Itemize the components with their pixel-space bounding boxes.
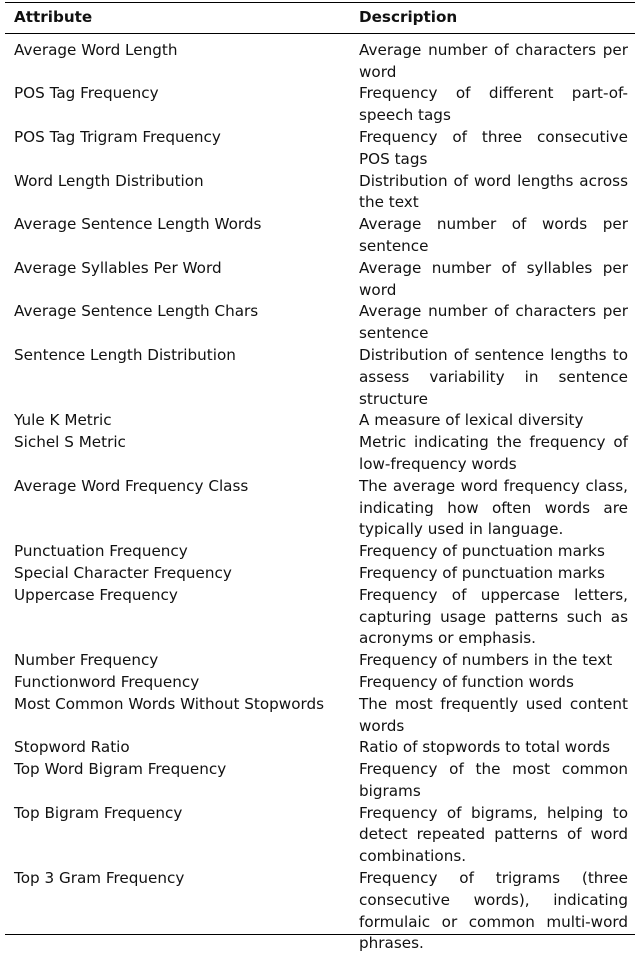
description-cell: A measure of lexical diversity	[359, 411, 584, 430]
table-row	[5, 432, 635, 476]
description-cell: Distribution of word lengths across the text	[359, 171, 628, 212]
description-cell: Average number of characters per sentence	[359, 302, 628, 343]
table-row	[5, 759, 635, 803]
attribute-cell: Average Sentence Length Chars	[14, 302, 259, 321]
table-row	[5, 83, 635, 127]
attribute-cell: Uppercase Frequency	[14, 585, 178, 604]
attribute-cell: Number Frequency	[14, 651, 159, 670]
attribute-cell: Word Length Distribution	[14, 171, 204, 190]
column-header-attribute: Attribute	[14, 8, 93, 26]
attribute-cell: Sentence Length Distribution	[14, 345, 236, 364]
description-cell: The most frequently used content words	[359, 694, 628, 735]
attribute-cell: Average Sentence Length Words	[14, 215, 262, 234]
table-row	[5, 541, 635, 563]
description-cell: Frequency of trigrams (three consecutive words), indicating formulaic or common multi-word phrases.	[359, 869, 628, 953]
attribute-cell: Top Word Bigram Frequency	[14, 760, 227, 779]
table-row	[5, 410, 635, 432]
column-header-description: Description	[359, 8, 458, 26]
description-cell: Ratio of stopwords to total words	[359, 738, 611, 757]
header-row	[5, 4, 635, 34]
attribute-cell: Sichel S Metric	[14, 433, 126, 452]
description-cell: Frequency of numbers in the text	[359, 651, 613, 670]
description-cell: Frequency of bigrams, helping to detect repeated patterns of word combinations.	[359, 803, 628, 866]
description-cell: Frequency of uppercase letters, capturing usage patterns such as acronyms or emphasis.	[359, 585, 628, 648]
table-row	[5, 694, 635, 738]
description-cell: Frequency of different part-of-speech tags	[359, 84, 628, 125]
table-row	[5, 214, 635, 258]
description-cell: Average number of characters per word	[359, 40, 628, 81]
table-row	[5, 127, 635, 171]
attribute-cell: Yule K Metric	[14, 411, 112, 430]
attribute-cell: Top 3 Gram Frequency	[14, 869, 185, 888]
table-row	[5, 650, 635, 672]
attribute-cell: Average Word Length	[14, 40, 178, 59]
attribute-cell: Functionword Frequency	[14, 672, 200, 691]
table-row	[5, 34, 635, 84]
table-row	[5, 345, 635, 410]
description-cell: Frequency of three consecutive POS tags	[359, 127, 628, 168]
description-cell: Frequency of punctuation marks	[359, 542, 605, 561]
description-cell: Average number of words per sentence	[359, 215, 628, 255]
attribute-cell: Most Common Words Without Stopwords	[14, 694, 325, 713]
attribute-cell: Punctuation Frequency	[14, 542, 188, 561]
description-cell: The average word frequency class, indicating how often words are typically used in language.	[359, 476, 628, 539]
table-row	[5, 737, 635, 759]
table-body	[5, 34, 635, 955]
attribute-table	[5, 4, 635, 955]
table-row	[5, 301, 635, 345]
table-row	[5, 868, 635, 955]
description-cell: Frequency of punctuation marks	[359, 563, 605, 582]
attribute-cell: POS Tag Frequency	[14, 84, 159, 103]
table-row	[5, 585, 635, 650]
table-row	[5, 563, 635, 585]
attribute-cell: Stopword Ratio	[14, 738, 130, 757]
attribute-cell: Top Bigram Frequency	[14, 803, 183, 822]
attribute-cell: Average Syllables Per Word	[14, 258, 222, 277]
description-cell: Frequency of the most common bigrams	[359, 760, 628, 800]
table-row	[5, 803, 635, 868]
description-cell: Distribution of sentence lengths to assess variability in sentence structure	[359, 345, 628, 408]
table-row	[5, 171, 635, 215]
description-cell: Average number of syllables per word	[359, 258, 628, 299]
attribute-cell: POS Tag Trigram Frequency	[14, 127, 221, 146]
description-cell: Frequency of function words	[359, 672, 574, 691]
attribute-cell: Special Character Frequency	[14, 563, 232, 582]
table-row	[5, 258, 635, 302]
attribute-cell: Average Word Frequency Class	[14, 476, 249, 495]
description-cell: Metric indicating the frequency of low-frequency words	[359, 433, 628, 473]
table-row	[5, 672, 635, 694]
table-row	[5, 476, 635, 541]
